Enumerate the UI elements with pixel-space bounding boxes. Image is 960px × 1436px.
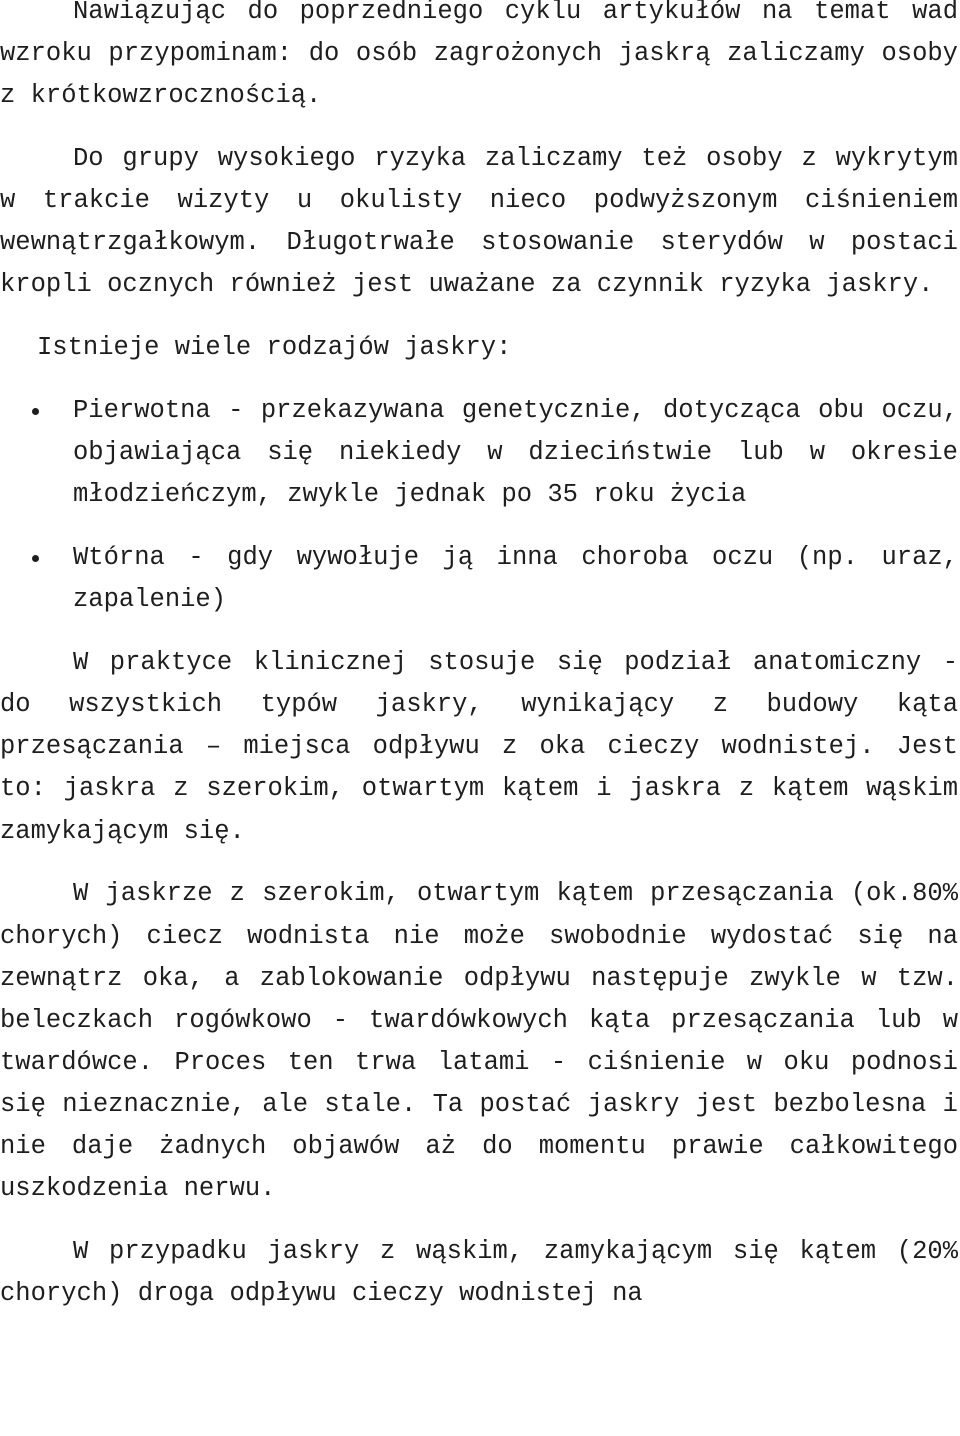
paragraph-types-intro: Istnieje wiele rodzajów jaskry: bbox=[37, 333, 512, 363]
list-item-secondary: Wtórna - gdy wywołuje ją inna choroba oczu (np. uraz, zapalenie) bbox=[73, 537, 958, 621]
glaucoma-types-list bbox=[0, 390, 958, 621]
list-item-primary: Pierwotna - przekazywana genetycznie, dotycząca obu oczu, objawiająca się niekiedy w dzieciństwie lub w okresie młodzieńczym, zwykle jednak po 35 roku życia bbox=[73, 390, 958, 516]
paragraph-open-angle: W jaskrze z szerokim, otwartym kątem przesączania (ok.80% chorych) ciecz wodnista nie może swobodnie wydostać się na zewnątrz oka, a zablokowanie odpływu następuje zwykle w tzw. beleczkach rogówkowo - twardówkowych kąta przesączania lub w twardówce. Proces ten trwa latami - ciśnienie w oku podnosi się nieznacznie, ale stale. Ta postać jaskry jest bezbolesna i nie daje żadnych objawów aż do momentu prawie całkowitego uszkodzenia nerwu. bbox=[0, 879, 958, 1204]
paragraph-closed-angle: W przypadku jaskry z wąskim, zamykającym się kątem (20% chorych) droga odpływu cieczy wodnistej na bbox=[0, 1237, 958, 1309]
paragraph-high-risk-group: Do grupy wysokiego ryzyka zaliczamy też osoby z wykrytym w trakcie wizyty u okulisty nieco podwyższonym ciśnieniem wewnątrzgałkowym. Długotrwałe stosowanie sterydów w postaci kropli ocznych również jest uważane za czynnik ryzyka jaskry. bbox=[0, 144, 958, 300]
paragraph-intro-risk: Nawiązując do poprzedniego cyklu artykułów na temat wad wzroku przypominam: do osób zagrożonych jaskrą zaliczamy osoby z krótkowzrocznością. bbox=[0, 0, 958, 111]
paragraph-anatomical-division: W praktyce klinicznej stosuje się podział anatomiczny - do wszystkich typów jaskry, wynikający z budowy kąta przesączania – miejsca odpływu z oka cieczy wodnistej. Jest to: jaskra z szerokim, otwartym kątem i jaskra z kątem wąskim zamykającym się. bbox=[0, 648, 958, 846]
